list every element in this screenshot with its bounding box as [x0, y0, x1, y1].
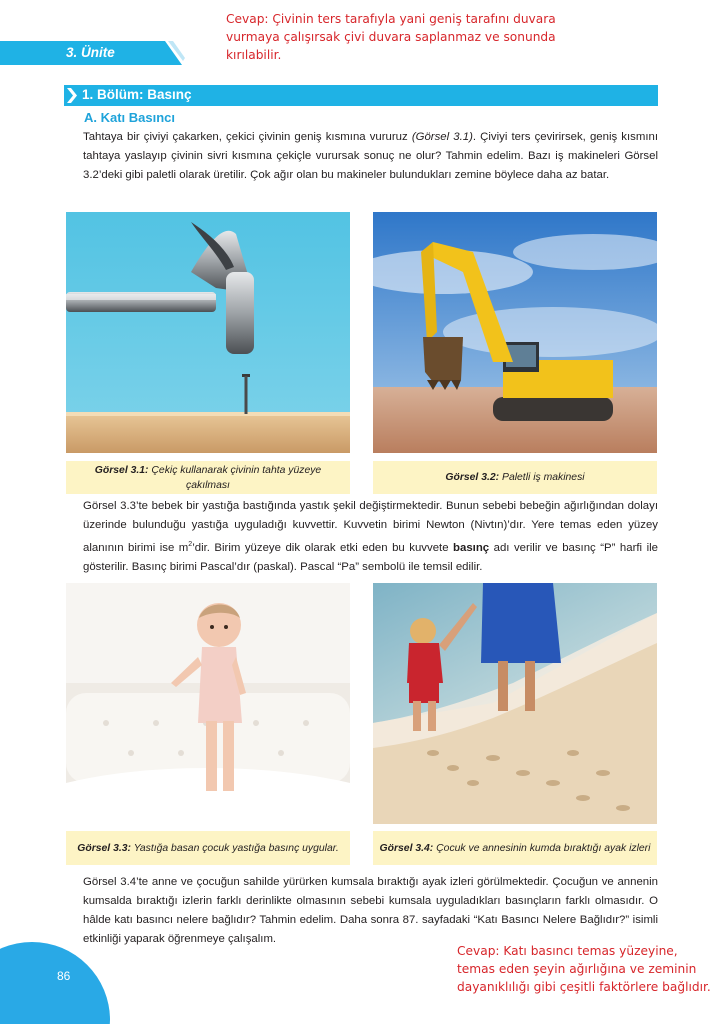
p2-text-a: Görsel 3.3’te bebek bir yastığa bastığında yastık şekil değiştirmektedir. Bunun sebebi bebeğin ağırlığından dolayı üzerinde bulunduğu yastığa uyguladığı kuvvettir. Kuvvetin birimi Newton (Nivtın)’dır. Yere temas eden yüzey alanının birimi ise m	[83, 500, 658, 554]
chevron-right-icon	[67, 88, 77, 103]
caption-1-text: Çekiç kullanarak çivinin tahta yüzeye çakılması	[151, 464, 322, 491]
p2-text-b: ’dir. Birim yüzeye dik olarak etki eden bu kuvvete	[192, 541, 454, 554]
unit-title: 3. Ünite	[66, 45, 115, 60]
page-number: 86	[57, 969, 71, 983]
figure-beach-footprints-photo	[373, 583, 657, 824]
caption-2-label: Görsel 3.2:	[445, 472, 500, 483]
page-number-badge	[0, 942, 110, 1024]
p2-bold-term: basınç	[453, 541, 490, 554]
paragraph-3	[66, 873, 658, 949]
figure-excavator-photo	[373, 212, 657, 453]
caption-3-text: Yastığa basan çocuk yastığa basınç uygular.	[133, 842, 339, 854]
caption-4-label: Görsel 3.4:	[379, 842, 434, 854]
caption-figure-3-3	[66, 831, 350, 865]
p2-superscript: 2	[188, 541, 193, 548]
p1-text-b: . Çiviyi ters çevirirsek, geniş kısmını tahtaya yaslayıp çivinin sivri kısmına çekiçle vurursak sonuç ne olur? Tahmin edelim. Bazı iş makineleri Görsel 3.2’deki gibi paletli olarak üretilir. Çok ağır olan bu makineler bulundukları zemine böylece daha az batar.	[83, 131, 658, 181]
paragraph-2	[66, 497, 658, 577]
p2-text-c: adı verilir ve basınç “P” harfi ile gösterilir. Basınç birimi Pascal’dır (paskal). Pascal “Pa” sembolü ile temsil edilir.	[83, 541, 658, 573]
caption-figure-3-1	[66, 461, 350, 494]
figure-baby-photo	[66, 583, 350, 824]
caption-2-text: Paletli iş makinesi	[502, 472, 585, 483]
caption-figure-3-4	[373, 831, 657, 865]
figure-hammer-photo	[66, 212, 350, 453]
p3-text: Görsel 3.4’te anne ve çocuğun sahilde yürürken kumsala bıraktığı ayak izleri görülmektedir. Çocuğun ve annenin kumsalda bıraktığı izlerin farklı derinlikte olmasının sebebi kumsala uyguladıkları basınçların farklı olmasıdır. O hâlde katı basıncı nelere bağlıdır? Tahmin edelim. Daha sonra 87. sayfadaki “Katı Basıncı Nelere Bağlıdır?” isimli etkinliği yaparak öğrenmeye çalışalım.	[83, 876, 658, 945]
answer-note-top: Cevap: Çivinin ters tarafıyla yani geniş tarafını duvara vurmaya çalışırsak çivi duvara saplanmaz ve sonunda kırılabilir.	[226, 12, 556, 62]
answer-note-bottom: Cevap: Katı basıncı temas yüzeyine, temas eden şeyin ağırlığına ve zeminin dayanıklılığı gibi çeşitli faktörlere bağlıdır.	[457, 944, 711, 994]
caption-figure-3-2	[373, 461, 657, 494]
caption-1-label: Görsel 3.1:	[94, 464, 149, 476]
caption-4-text: Çocuk ve annesinin kumda bıraktığı ayak izleri	[436, 842, 651, 854]
p1-figure-ref: (Görsel 3.1)	[411, 131, 473, 143]
paragraph-1	[66, 128, 658, 185]
caption-3-label: Görsel 3.3:	[77, 842, 131, 854]
p1-text-a: Tahtaya bir çiviyi çakarken, çekici çivinin geniş kısmına vururuz	[83, 131, 412, 143]
subsection-title: A. Katı Basıncı	[84, 110, 176, 125]
section-header-bar	[64, 85, 658, 106]
unit-tab	[0, 41, 185, 65]
section-title: 1. Bölüm: Basınç	[82, 87, 192, 102]
